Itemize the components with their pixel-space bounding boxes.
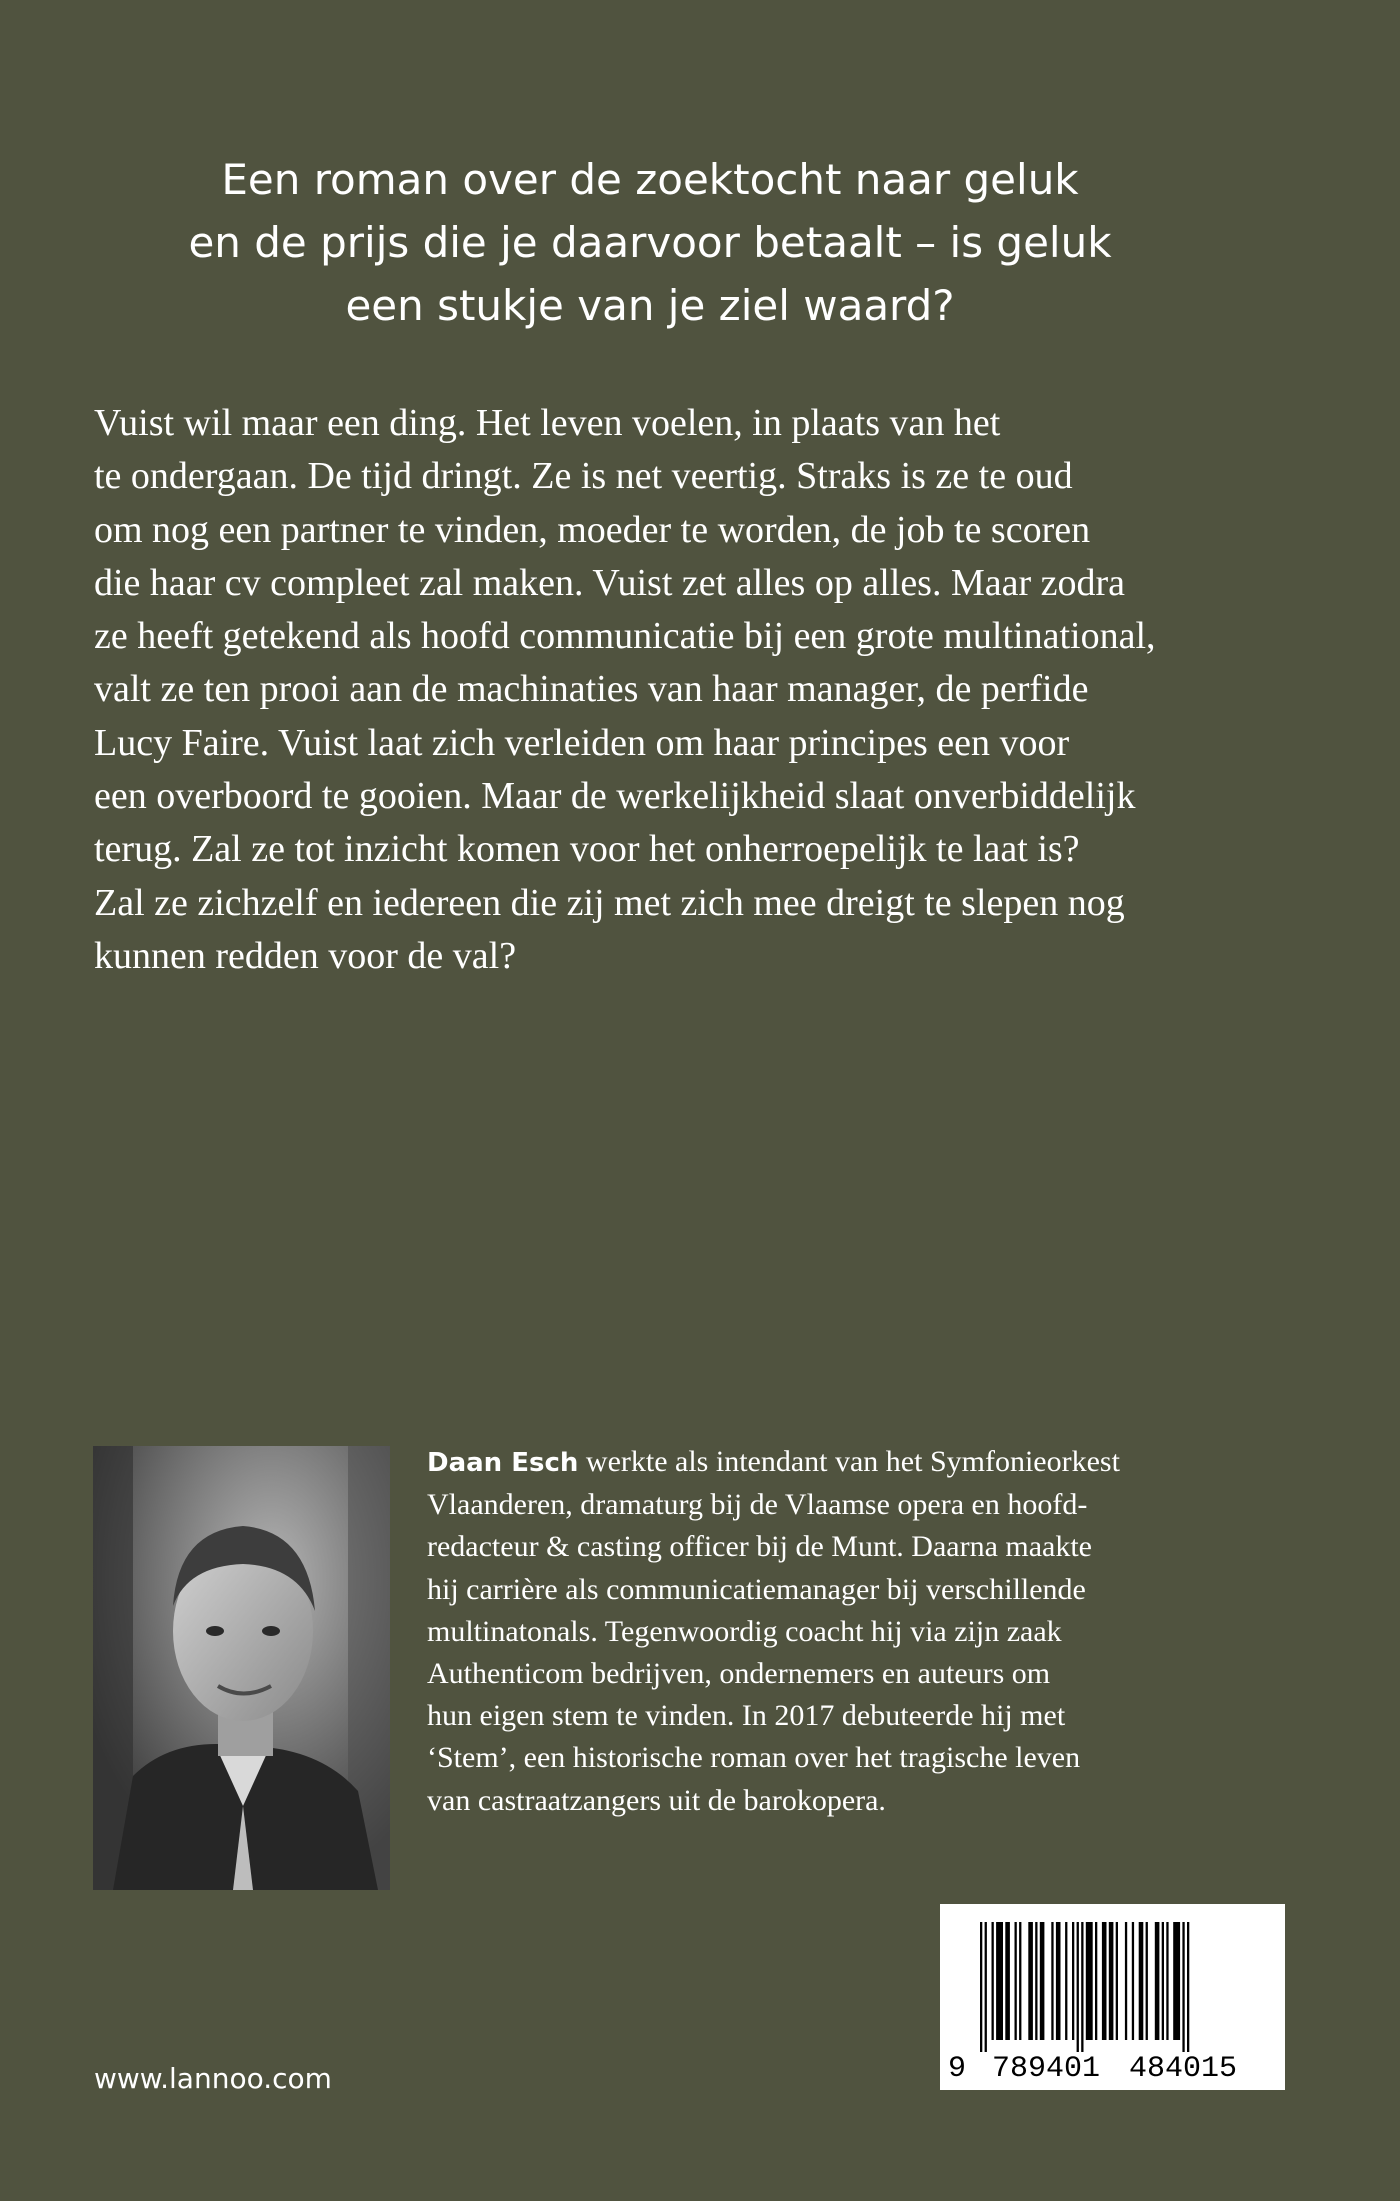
barcode-bar [1182,1922,1184,2052]
barcode-bar [1102,1922,1107,2040]
barcode-bar [1081,1922,1083,2052]
blurb [94,397,1334,983]
bio-line: hij carrière als communicatiemanager bij verschillende [427,1572,1086,1606]
barcode-bar [996,1922,1003,2040]
bio-first-line-text: werkte als intendant van het Symfonieorkest [578,1445,1120,1478]
bio-line: ‘Stem’, een historische roman over het tragische leven [427,1741,1081,1775]
barcode-bar [1028,1922,1033,2040]
blurb-line: Zal ze zichzelf en iedereen die zij met zich mee dreigt te slepen nog [94,881,1125,924]
barcode-bar [1051,1922,1053,2040]
barcode-bar [1035,1922,1037,2040]
barcode-bar [980,1922,982,2052]
publisher-website[interactable]: www.lannoo.com [94,2062,332,2095]
barcode-bar [1155,1922,1160,2040]
barcode-bar [1146,1922,1148,2040]
barcode-bar [1095,1922,1097,2040]
blurb-line: om nog een partner te vinden, moeder te worden, de job te scoren [94,508,1091,551]
bio-line: Authenticom bedrijven, ondernemers en auteurs om [427,1657,1051,1691]
barcode-icon [940,1904,1285,2090]
blurb-line: valt ze ten prooi aan de machinaties van haar manager, de perfide [94,668,1089,711]
bio-line [427,1441,1307,1484]
barcode-bar [1166,1922,1168,2040]
blurb-line: die haar cv compleet zal maken. Vuist zet alles op alles. Maar zodra [94,561,1126,604]
tagline-line: Een roman over de zoektocht naar geluk [221,155,1079,204]
author-photo [93,1446,390,1890]
barcode-bar [1065,1922,1067,2040]
barcode-bar [1086,1922,1093,2040]
tagline [100,148,1200,337]
bio-line: Vlaanderen, dramaturg bij de Vlaamse opera en hoofd- [427,1488,1088,1522]
author-portrait-icon [93,1446,390,1890]
bio-line: multinatonals. Tegenwoordig coacht hij via zijn zaak [427,1614,1062,1648]
tagline-line: een stukje van je ziel waard? [345,281,955,330]
blurb-line: een overboord te gooien. Maar de werkelijkheid slaat onverbiddelijk [94,775,1136,818]
barcode-bar [1077,1922,1079,2052]
barcode-bar [1056,1922,1061,2040]
barcode-bar [1015,1922,1017,2040]
blurb-line: ze heeft getekend als hoofd communicatie bij een grote multinational, [94,615,1156,658]
barcode-bar [1173,1922,1180,2040]
barcode-digit-prefix: 9 [948,2052,967,2086]
blurb-line: te ondergaan. De tijd dringt. Ze is net veertig. Straks is ze te oud [94,455,1073,498]
blurb-line: terug. Zal ze tot inzicht komen voor het onherroepelijk te laat is? [94,828,1080,871]
barcode-bar [1109,1922,1114,2040]
barcode-bar [1005,1922,1010,2040]
barcode-bar [985,1922,987,2052]
isbn-barcode [940,1904,1285,2090]
blurb-line: Vuist wil maar een ding. Het leven voelen, in plaats van het [94,402,1001,444]
barcode-digits-right: 484015 [1128,2052,1238,2086]
blurb-line: Lucy Faire. Vuist laat zich verleiden om haar principes een voor [94,721,1070,764]
author-name: Daan Esch [427,1448,579,1478]
barcode-bar [992,1922,994,2040]
barcode-bar [1125,1922,1127,2040]
barcode-bar [1139,1922,1144,2040]
barcode-bar [1040,1922,1045,2040]
blurb-line: kunnen redden voor de val? [94,934,517,977]
barcode-bar [1132,1922,1134,2040]
bio-line: redacteur & casting officer bij de Munt. Daarna maakte [427,1530,1092,1564]
tagline-line: en de prijs die je daarvoor betaalt – is geluk [188,218,1112,267]
barcode-bar [1072,1922,1074,2040]
author-bio [427,1441,1307,1822]
barcode-bar [1187,1922,1189,2052]
barcode-bar [1116,1922,1118,2040]
barcode-bar [1162,1922,1164,2040]
bio-line: van castraatzangers uit de barokopera. [427,1783,886,1817]
barcode-digits-left: 789401 [991,2052,1101,2086]
barcode-bar [1019,1922,1021,2040]
bio-line: hun eigen stem te vinden. In 2017 debuteerde hij met [427,1699,1066,1733]
